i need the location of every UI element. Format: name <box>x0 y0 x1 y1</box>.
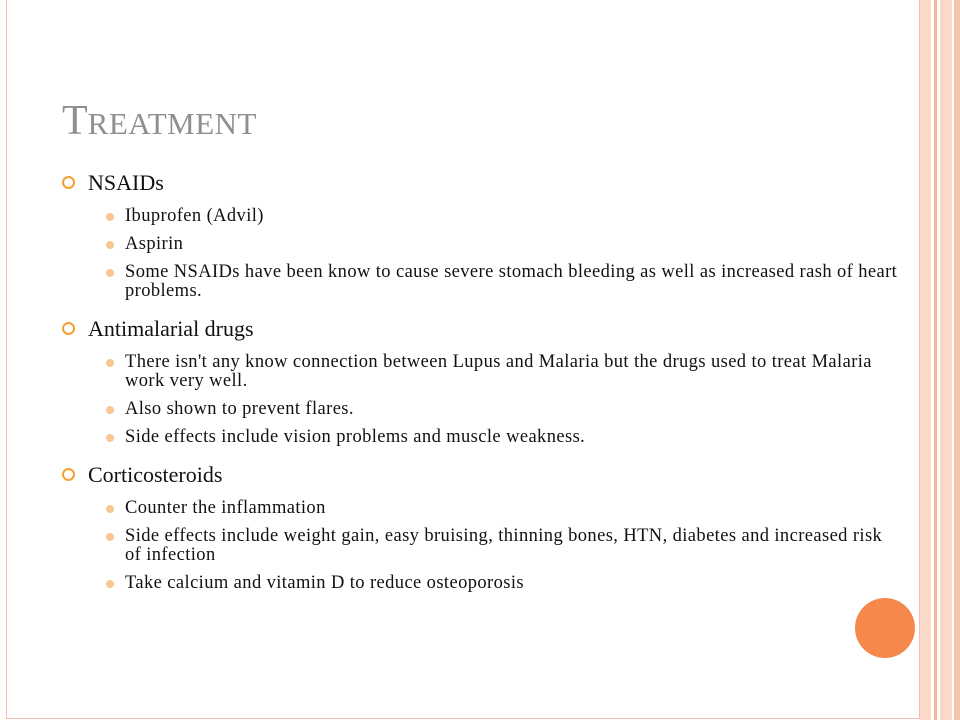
spacer <box>62 447 902 454</box>
list-item <box>62 574 902 593</box>
stripe <box>920 0 931 720</box>
section-heading-antimalarial <box>62 314 902 344</box>
dot-bullet-icon <box>106 269 114 277</box>
dot-bullet-icon <box>106 533 114 541</box>
dot-bullet-icon <box>106 505 114 513</box>
dot-bullet-icon <box>106 406 114 414</box>
list-item <box>62 263 902 301</box>
ring-bullet-icon <box>62 322 75 335</box>
list-item-text: Some NSAIDs have been know to cause severe stomach bleeding as well as increased rash of heart problems. <box>125 262 898 301</box>
list-item-text: Side effects include vision problems and muscle weakness. <box>125 427 586 447</box>
section-heading-nsaids <box>62 168 902 198</box>
section-heading-text: Antimalarial drugs <box>88 316 254 341</box>
spacer <box>62 301 902 308</box>
dot-bullet-icon <box>106 434 114 442</box>
list-item <box>62 400 902 419</box>
accent-circle <box>855 598 915 658</box>
section-heading-corticosteroids <box>62 460 902 490</box>
list-item-text: Ibuprofen (Advil) <box>125 206 264 226</box>
ring-bullet-icon <box>62 468 75 481</box>
slide-title <box>62 100 257 142</box>
stripe <box>954 0 960 720</box>
list-item-text: Counter the inflammation <box>125 498 326 518</box>
ring-bullet-icon <box>62 176 75 189</box>
list-item <box>62 499 902 518</box>
stripe <box>940 0 952 720</box>
list-item <box>62 527 902 565</box>
list-item <box>62 207 902 226</box>
list-item-text: Side effects include weight gain, easy bruising, thinning bones, HTN, diabetes and increased risk of infection <box>125 526 883 565</box>
dot-bullet-icon <box>106 213 114 221</box>
slide-content <box>62 168 902 593</box>
title-rest: REATMENT <box>87 106 257 141</box>
dot-bullet-icon <box>106 359 114 367</box>
list-item-text: There isn't any know connection between Lupus and Malaria but the drugs used to treat Malaria work very well. <box>125 352 872 391</box>
list-item-text: Aspirin <box>125 234 184 254</box>
list-item-text: Also shown to prevent flares. <box>125 399 354 419</box>
dot-bullet-icon <box>106 580 114 588</box>
list-item <box>62 235 902 254</box>
list-item-text: Take calcium and vitamin D to reduce osteoporosis <box>125 573 524 593</box>
decorative-stripes <box>920 0 960 720</box>
list-item <box>62 353 902 391</box>
section-heading-text: Corticosteroids <box>88 462 223 487</box>
section-heading-text: NSAIDs <box>88 170 164 195</box>
list-item <box>62 428 902 447</box>
dot-bullet-icon <box>106 241 114 249</box>
title-initial: T <box>62 98 88 144</box>
